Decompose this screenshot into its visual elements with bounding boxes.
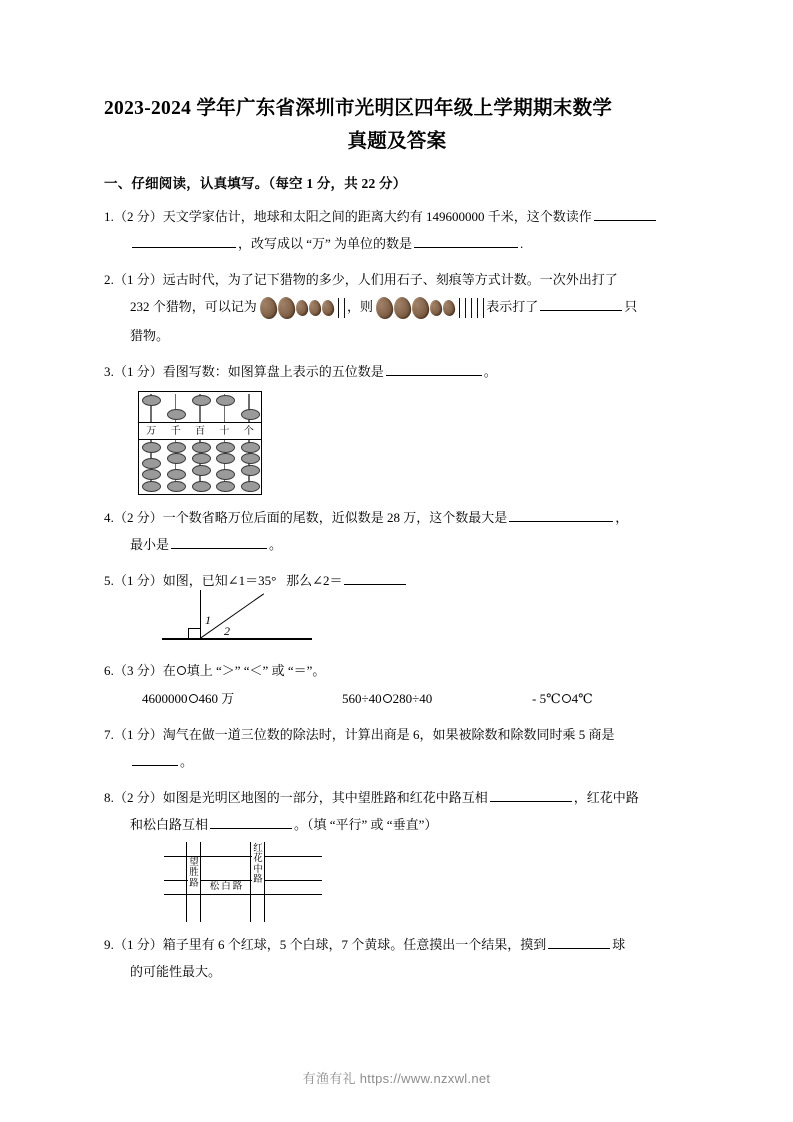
question-4-number: 4. [104,509,114,525]
question-2-text-b: 232 个猎物，可以记为 [130,299,257,314]
abacus-frame [138,391,262,495]
stone-icon [429,299,443,317]
stone-icon [442,299,456,317]
abacus-bead-lower[interactable] [192,481,211,492]
angle-label-2: 2 [224,623,230,638]
question-4-score: （2 分） [113,509,163,525]
question-9-number: 9. [104,936,114,952]
stone-icon [259,295,279,319]
question-9-text-c: 的可能性最大。 [130,963,222,979]
abacus-bead-lower[interactable] [192,442,211,453]
answer-blank[interactable] [490,788,572,802]
tally-mark-icon [471,298,472,318]
question-2-text-f: 猎物。 [130,327,170,343]
question-7-text-a: 淘气在做一道三位数的除法时，计算出商是 6，如果被除数和除数同时乘 5 商是 [162,726,615,742]
question-1-number: 1. [104,209,114,224]
abacus-bead-upper[interactable] [192,395,211,406]
answer-blank[interactable] [414,234,518,248]
circle-blank-icon[interactable] [383,694,392,703]
comparison-left: 560÷40 [342,690,382,706]
road-vertical-2 [200,842,201,922]
question-2-text-c: ，则 [347,299,374,314]
comparison-left: - 5℃ [532,690,561,706]
abacus-col-label: 千 [170,425,181,437]
question-3-number: 3. [104,363,114,379]
abacus-bead-lower[interactable] [192,453,211,464]
question-7 [104,721,690,775]
question-5-text-a: 如图，已知∠1＝35° [162,572,277,588]
tally-mark-icon [465,298,466,318]
comparison-left: 4600000 [142,690,188,706]
question-9 [104,931,690,985]
question-8-text-b: ，红花中路 [573,789,639,805]
abacus-bead-lower[interactable] [142,469,161,480]
title-line-1: 2023-2024 学年广东省深圳市光明区四年级上学期期末数学 [104,98,613,119]
angle-label-1: 1 [205,612,211,627]
road-map-figure [164,842,322,922]
tally-mark-icon [344,298,345,318]
comparison-item-3 [532,686,682,712]
question-7-score: （1 分） [113,726,163,742]
answer-blank[interactable] [540,297,622,311]
road-label-honghuazhonglu: 红花中路 [253,843,263,886]
stone-icon [375,295,395,319]
question-8-text-c: 和松白路互相 [130,816,209,832]
question-2-number: 2. [104,272,114,287]
page-title [104,92,690,158]
abacus-bead-upper[interactable] [142,395,161,406]
road-horizontal-mid-lower [164,894,322,895]
question-4-text-d: 。 [269,536,283,552]
answer-blank[interactable] [509,508,613,522]
question-3-score: （1 分） [113,363,163,379]
answer-blank[interactable] [344,571,406,585]
circle-blank-icon[interactable] [562,694,571,703]
question-6 [104,657,690,684]
question-5-score: （1 分） [113,572,163,588]
stone-tally-group-1 [260,293,347,320]
question-1-text-b: ，改写成以 “万” 为单位的数是 [238,236,413,251]
tally-mark-icon [477,298,478,318]
road-vertical-4 [264,842,265,922]
road-label-songbailu: 松白路 [204,882,250,893]
abacus-bead-lower[interactable] [142,481,161,492]
question-3 [104,358,690,385]
comparison-item-2 [342,686,532,712]
question-2-text-e: 只 [624,299,638,314]
abacus-bead-lower[interactable] [167,469,186,480]
question-4-text-a: 一个数省略万位后面的尾数，近似数是 28 万，这个数最大是 [162,509,508,525]
comparison-row [142,686,690,712]
angle-figure [162,596,312,648]
abacus-bead-lower[interactable] [216,442,235,453]
question-6-text-b: 填上 “＞” “＜” 或 “＝”。 [186,662,326,678]
question-3-text-a: 看图写数：如图算盘上表示的五位数是 [162,363,384,379]
question-8 [104,784,690,838]
abacus-bead-lower[interactable] [167,453,186,464]
question-6-number: 6. [104,662,114,678]
abacus-beam [139,422,261,440]
question-2 [104,266,690,349]
question-6-score: （3 分） [113,662,163,678]
question-1-text-a: 天文学家估计，地球和太阳之间的距离大约有 149600000 千米，这个数读作 [162,209,592,224]
question-9-score: （1 分） [113,936,163,952]
abacus-col-label: 万 [146,425,157,437]
comparison-item-1 [142,686,342,712]
abacus-bead-lower[interactable] [241,453,260,464]
comparison-right: 4℃ [571,690,593,706]
stone-icon [393,295,413,319]
circle-blank-icon[interactable] [177,666,186,675]
right-angle-marker-icon [188,628,200,639]
abacus-col-label: 个 [243,425,254,437]
abacus-bead-lower[interactable] [167,442,186,453]
abacus-bead-lower[interactable] [142,458,161,469]
answer-blank[interactable] [548,935,610,949]
stone-icon [295,299,309,317]
stone-icon [277,295,297,319]
question-5 [104,567,690,594]
circle-blank-icon[interactable] [189,694,198,703]
road-label-wangshenglu: 望胜路 [189,857,199,889]
comparison-right: 460 万 [198,690,235,706]
abacus-col-label: 百 [195,425,206,437]
abacus-bead-lower[interactable] [142,442,161,453]
abacus-col-label: 十 [219,425,230,437]
abacus-bead-lower[interactable] [167,481,186,492]
section-heading: 一、仔细阅读，认真填写。（每空 1 分，共 22 分） [104,176,407,191]
answer-blank[interactable] [386,362,482,376]
watermark: 有渔有礼 https://www.nzxwl.net [302,1071,491,1086]
answer-blank[interactable] [132,234,236,248]
comparison-right: 280÷40 [392,690,433,706]
tally-mark-icon [338,298,339,318]
question-6-text-a: 在 [162,662,176,678]
abacus-bead-lower[interactable] [241,442,260,453]
stone-icon [411,295,431,319]
question-4-text-c: 最小是 [130,536,170,552]
answer-blank[interactable] [594,207,656,221]
answer-blank[interactable] [132,752,178,766]
question-4-text-b: ， [615,509,629,525]
abacus-figure [138,391,690,495]
answer-blank[interactable] [171,535,267,549]
abacus-bead-lower[interactable] [241,481,260,492]
abacus-bead-upper[interactable] [167,409,186,420]
question-2-text-a: 远古时代，为了记下猎物的多少，人们用石子、刻痕等方式计数。一次外出打了 [162,272,618,287]
question-4 [104,504,690,558]
answer-blank[interactable] [210,815,292,829]
question-7-number: 7. [104,726,114,742]
abacus-bead-lower[interactable] [192,465,211,476]
question-8-score: （2 分） [113,789,163,805]
abacus-bead-lower[interactable] [216,481,235,492]
question-9-text-b: 球 [612,936,626,952]
abacus-bead-lower[interactable] [241,465,260,476]
question-3-text-b: 。 [483,363,497,379]
question-7-text-b: 。 [180,753,194,769]
stone-icon [308,299,322,317]
abacus-bead-upper[interactable] [241,409,260,420]
question-5-number: 5. [104,572,114,588]
question-8-text-a: 如图是光明区地图的一部分，其中望胜路和红花中路互相 [162,789,488,805]
question-1-text-c: . [520,236,524,251]
question-9-text-a: 箱子里有 6 个红球，5 个白球，7 个黄球。任意摸出一个结果，摸到 [162,936,547,952]
title-line-2: 真题及答案 [347,131,447,152]
stone-tally-group-2 [376,293,486,320]
question-2-score: （1 分） [113,272,163,287]
question-5-text-b: 那么∠2＝ [286,572,343,588]
tally-mark-icon [483,298,484,318]
question-8-text-d: 。（填 “平行” 或 “垂直”） [294,816,438,832]
horizontal-line [162,638,312,639]
question-1 [104,203,690,257]
question-8-number: 8. [104,789,114,805]
question-1-score: （2 分） [113,209,163,224]
page-content [104,92,690,985]
stone-icon [321,299,335,317]
abacus-bead-upper[interactable] [216,395,235,406]
question-2-text-d: 表示打了 [486,299,539,314]
tally-mark-icon [459,298,460,318]
vertical-line [200,590,201,640]
